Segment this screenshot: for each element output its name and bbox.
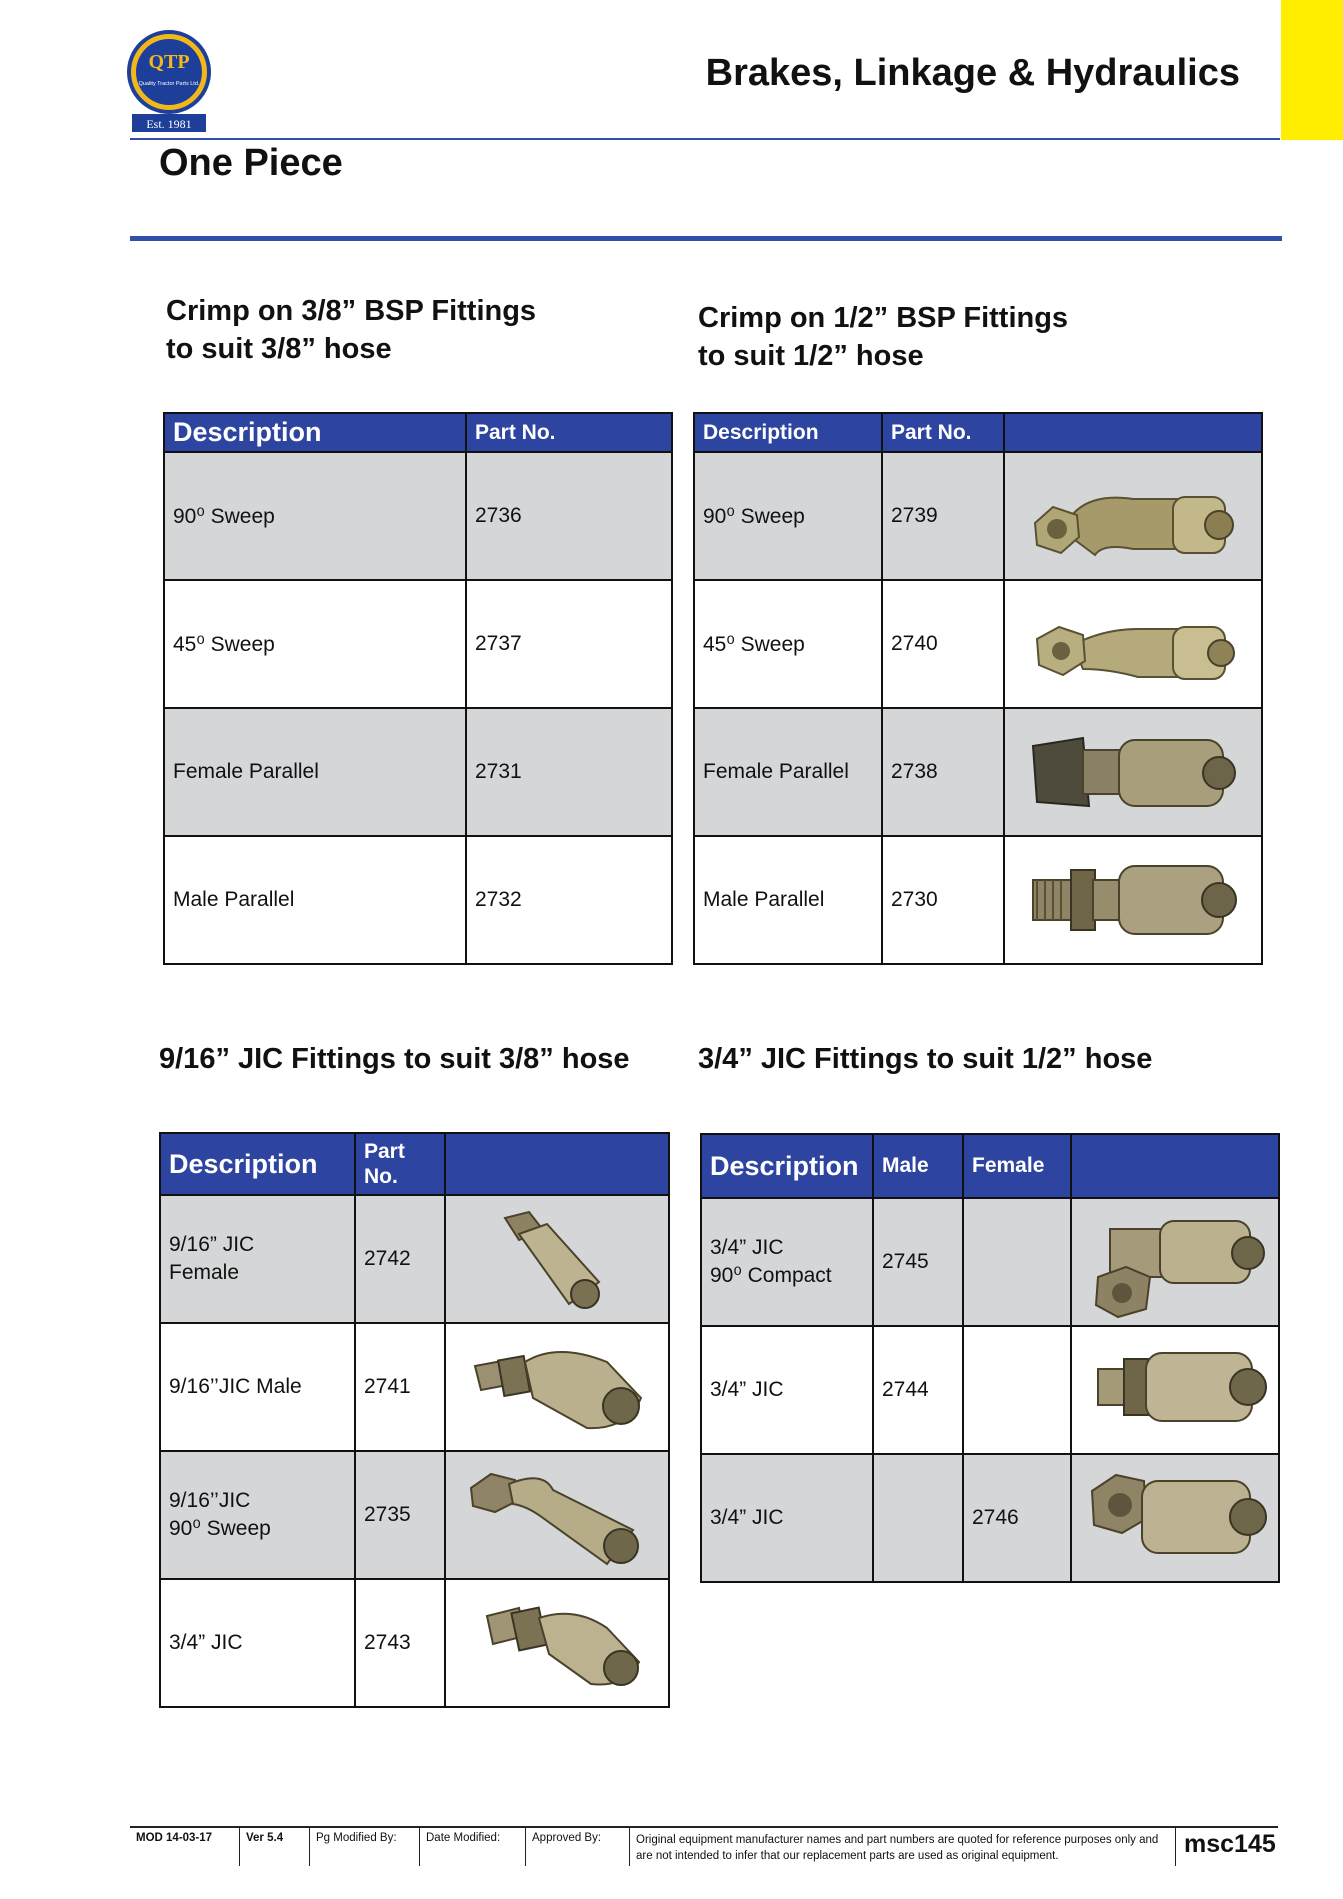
description-line: 90⁰ Compact [710,1264,832,1287]
block-title-line: Crimp on 1/2” BSP Fittings [698,302,1069,334]
description-cell: Female Parallel [694,708,882,836]
description-line: 3/4” JIC [710,1236,784,1259]
table-row [164,836,672,964]
part-no-cell: 2741 [355,1323,445,1451]
description-cell: 45⁰ Sweep [164,580,466,708]
part-no-cell: 2737 [466,580,672,708]
column-header-description: Description [694,413,882,452]
female-part-cell [963,1326,1071,1454]
table-row [160,1323,669,1451]
description-cell: 90⁰ Sweep [694,452,882,580]
column-header-part-no: Part No. [882,413,1004,452]
footer-approved: Approved By: [526,1828,630,1866]
fitting-45-sweep-icon [1004,580,1262,708]
description-line: 3/4” JIC [710,1506,784,1529]
fitting-jic-female-swivel-icon [1071,1454,1279,1582]
description-cell: 90⁰ Sweep [164,452,466,580]
column-header-male: Male [873,1134,963,1198]
table-row [694,836,1262,964]
fitting-male-parallel-icon [1004,836,1262,964]
description-cell: Male Parallel [164,836,466,964]
fitting-jic-female-icon [445,1195,669,1323]
description-line: 9/16’’JIC Male [169,1375,302,1398]
table-row [164,708,672,836]
description-cell [701,1454,873,1582]
column-header-description: Description [701,1134,873,1198]
logo-tagline: Quality Tractor Parts Ltd. [138,81,200,87]
block-title-jic-916: 9/16” JIC Fittings to suit 3/8” hose [159,1043,630,1075]
table-bsp-12 [693,412,1263,965]
column-header-image [1004,413,1262,452]
table-row [164,580,672,708]
description-cell: 45⁰ Sweep [694,580,882,708]
table-bsp-38 [163,412,673,965]
table-row [701,1454,1279,1582]
logo-brand: QTP [148,51,190,73]
part-no-cell: 2738 [882,708,1004,836]
description-cell [160,1579,355,1707]
table-jic-916 [159,1132,670,1708]
footer-pg-modified: Pg Modified By: [310,1828,420,1866]
female-part-cell: 2746 [963,1454,1071,1582]
part-no-cell: 2732 [466,836,672,964]
table-row [701,1326,1279,1454]
part-no-cell: 2736 [466,452,672,580]
table-jic-34 [700,1133,1280,1583]
table-row [701,1198,1279,1326]
fitting-jic-male-icon [1071,1326,1279,1454]
block-title-line: to suit 1/2” hose [698,340,924,372]
column-header-female: Female [963,1134,1071,1198]
part-no-cell: 2743 [355,1579,445,1707]
table-row [694,580,1262,708]
block-title-line: to suit 3/8” hose [166,333,392,365]
block-title-line: Crimp on 3/8” BSP Fittings [166,295,537,327]
page-title: One Piece [159,142,343,184]
description-cell [160,1323,355,1451]
fitting-jic-male-icon [445,1323,669,1451]
table-row [160,1579,669,1707]
footer-disclaimer: Original equipment manufacturer names and part numbers are quoted for reference purposes only and are not intended to infer that our replacement parts are used as original equipment. [630,1828,1176,1866]
block-title-jic-34: 3/4” JIC Fittings to suit 1/2” hose [698,1043,1153,1075]
part-no-cell: 2730 [882,836,1004,964]
part-no-cell: 2739 [882,452,1004,580]
description-cell [160,1451,355,1579]
footer-mod: MOD 14-03-17 [130,1828,240,1866]
block-title-bsp-12 [698,299,1068,375]
footer-date-modified: Date Modified: [420,1828,526,1866]
description-cell [160,1195,355,1323]
description-line: 90⁰ Sweep [169,1517,271,1540]
column-header-description: Description [164,413,466,452]
column-header-part-no: Part No. [466,413,672,452]
fitting-90-sweep-icon [1004,452,1262,580]
fitting-jic-90-sweep-icon [445,1451,669,1579]
part-no-cell: 2742 [355,1195,445,1323]
table-row [160,1195,669,1323]
header-divider [130,138,1280,140]
description-cell [701,1198,873,1326]
fitting-90-compact-icon [1071,1198,1279,1326]
footer-version: Ver 5.4 [240,1828,310,1866]
table-row [694,708,1262,836]
part-no-cell: 2731 [466,708,672,836]
company-logo [124,30,214,135]
description-line: 9/16’’JIC [169,1489,251,1512]
description-cell [701,1326,873,1454]
fitting-jic-male-icon [445,1579,669,1707]
table-row [694,452,1262,580]
page-footer [130,1826,1278,1866]
section-title: Brakes, Linkage & Hydraulics [705,52,1240,94]
page-code: msc145 [1184,1830,1276,1858]
male-part-cell: 2744 [873,1326,963,1454]
description-line: 3/4” JIC [169,1631,243,1654]
male-part-cell: 2745 [873,1198,963,1326]
fitting-female-parallel-icon [1004,708,1262,836]
column-header-description: Description [160,1133,355,1195]
description-line: 9/16” JIC [169,1233,255,1256]
column-header-part-no: Part No. [355,1133,445,1195]
description-cell: Female Parallel [164,708,466,836]
part-no-cell: 2735 [355,1451,445,1579]
table-row [160,1451,669,1579]
column-header-image [1071,1134,1279,1198]
male-part-cell [873,1454,963,1582]
female-part-cell [963,1198,1071,1326]
table-row [164,452,672,580]
description-cell: Male Parallel [694,836,882,964]
column-header-image [445,1133,669,1195]
title-divider [130,236,1282,241]
description-line: Female [169,1261,240,1284]
part-no-cell: 2740 [882,580,1004,708]
block-title-bsp-38 [166,292,536,368]
section-color-tab [1281,0,1343,140]
description-line: 3/4” JIC [710,1378,784,1401]
logo-established: Est. 1981 [146,117,192,131]
